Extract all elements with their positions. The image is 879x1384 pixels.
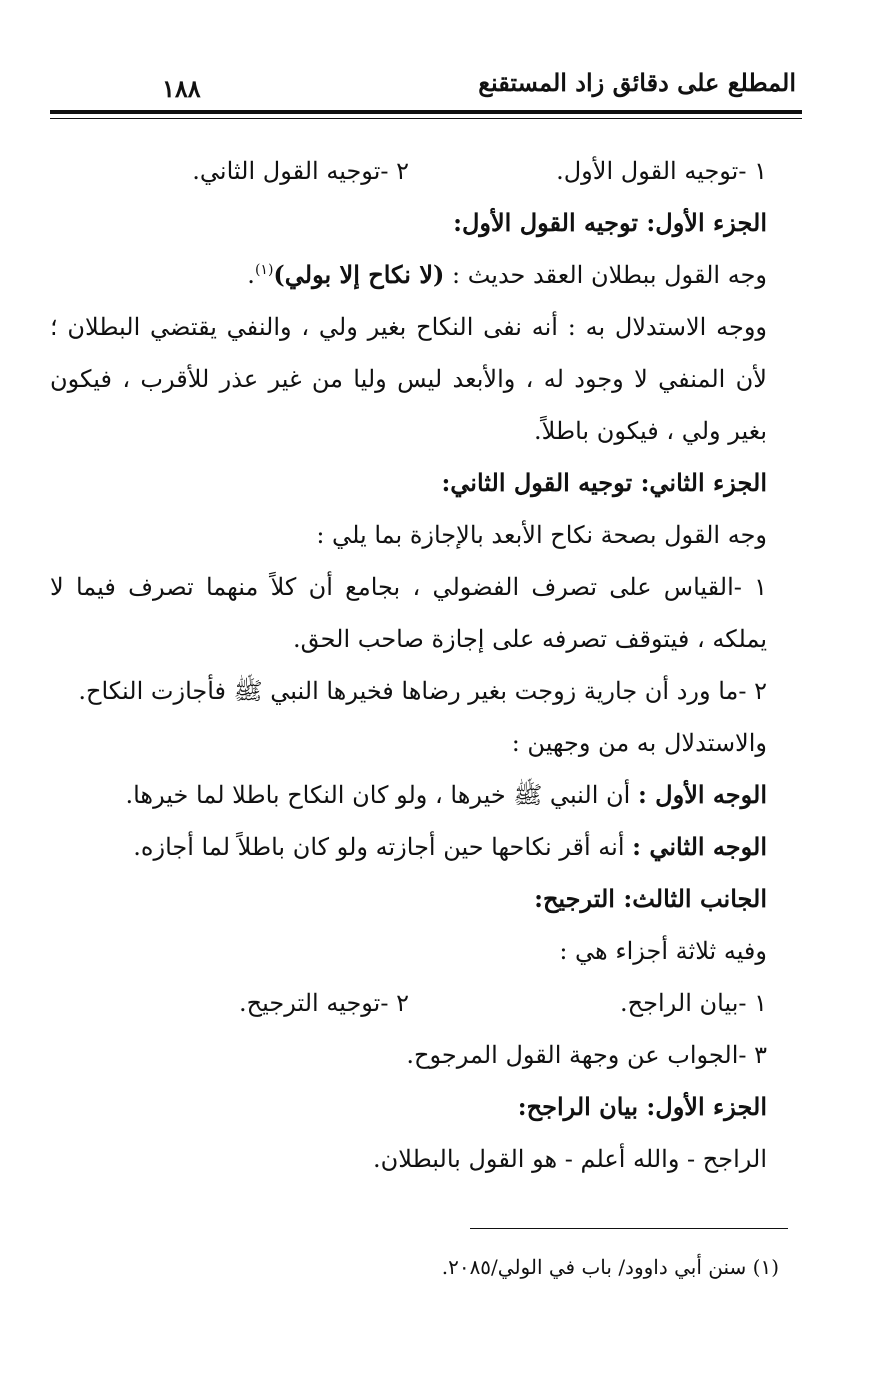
hadith-quote: (لا نكاح إلا بولي) <box>273 260 445 289</box>
paragraph-line: ١ -القياس على تصرف الفضولي ، بجامع أن كلاً منهما تصرف فيما لا <box>50 573 767 601</box>
argument-label: الوجه الثاني : <box>632 832 767 861</box>
header-rule-thin <box>50 118 802 119</box>
list-item-2: ٢ -توجيه القول الثاني. <box>192 157 409 185</box>
footnote: (١) سنن أبي داوود/ باب في الولي/٢٠٨٥. <box>441 1255 779 1279</box>
page-number: ١٨٨ <box>162 74 201 103</box>
list-item-1: ١ -بيان الراجح. <box>620 989 767 1017</box>
list-item-1: ١ -توجيه القول الأول. <box>556 157 767 185</box>
list-item-2: ٢ -توجيه الترجيح. <box>239 989 409 1017</box>
hadith-line <box>247 258 767 292</box>
paragraph-line: ووجه الاستدلال به : أنه نفى النكاح بغير ولي ، والنفي يقتضي البطلان ؛ <box>50 313 767 341</box>
header-rule-thick <box>50 110 802 114</box>
paragraph-line: ٢ -ما ورد أن جارية زوجت بغير رضاها فخيرها النبي ﷺ فأجازت النكاح. <box>78 677 767 705</box>
paragraph-line: يملكه ، فيتوقف تصرفه على إجازة صاحب الحق. <box>293 625 767 653</box>
hadith-intro: وجه القول ببطلان العقد حديث : <box>444 261 767 289</box>
argument-first <box>125 778 767 812</box>
running-header <box>50 64 802 104</box>
section-heading-part-1: الجزء الأول: توجيه القول الأول: <box>453 208 767 237</box>
footnote-separator <box>470 1228 788 1229</box>
paragraph-line: والاستدلال به من وجهين : <box>511 729 767 757</box>
paragraph-line: بغير ولي ، فيكون باطلاً. <box>534 417 767 445</box>
section-heading-part-2: الجزء الثاني: توجيه القول الثاني: <box>441 468 767 497</box>
paragraph-line: الراجح - والله أعلم - هو القول بالبطلان. <box>373 1145 767 1173</box>
paragraph-line: وفيه ثلاثة أجزاء هي : <box>559 937 767 965</box>
argument-second <box>133 830 767 864</box>
book-title: المطلع على دقائق زاد المستقنع <box>478 68 796 97</box>
argument-label: الوجه الأول : <box>637 780 767 809</box>
argument-text: أن النبي ﷺ خيرها ، ولو كان النكاح باطلا لما خيرها. <box>125 781 638 809</box>
argument-text: أنه أقر نكاحها حين أجازته ولو كان باطلاً لما أجازه. <box>133 833 633 861</box>
list-item-3: ٣ -الجواب عن وجهة القول المرجوح. <box>406 1041 767 1069</box>
paragraph-line: لأن المنفي لا وجود له ، والأبعد ليس وليا من غير عذر للأقرب ، فيكون <box>50 365 767 393</box>
paragraph-line: وجه القول بصحة نكاح الأبعد بالإجازة بما يلي : <box>316 521 767 549</box>
footnote-reference: (١) <box>254 262 274 278</box>
section-heading-preferred: الجزء الأول: بيان الراجح: <box>517 1092 767 1121</box>
hadith-end: . <box>247 261 255 289</box>
section-heading-preference: الجانب الثالث: الترجيح: <box>534 884 767 913</box>
